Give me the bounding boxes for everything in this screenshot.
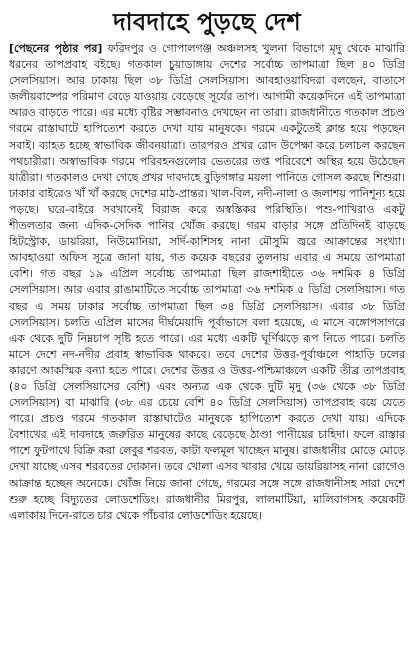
article-body-text: ফরিদপুর ও গোপালগঞ্জ অঞ্চলসহ খুলনা বিভাগে মৃদু থেকে মাঝারি ধরনের তাপপ্রবাহ বইছে। গতকাল চুয়াডাঙ্গায় দেশের সর্বোচ্চ তাপমাত্রা ছিল ৪০ ডিগ্রি সেলসিয়াস। আর ঢাকায় ছিল ৩৮ ডিগ্রি সেলসিয়াস। আবহাওয়াবিদরা বলছেন, বাতাসে জলীয়বাষ্পের পরিমাণ বেড়ে যাওয়ায় বেড়েছে সূর্যের তাপ। আগামী কয়েকদিনে এই তাপমাত্রা আরও বাড়তে পারে। এর মধ্যে বৃষ্টির সম্ভাবনাও দেখছেন না তারা। রাজধানীতে গতকাল প্রচণ্ড গরমে রাস্তাঘাটে হাপিত্যেশ করতে দেখা যায় মানুষকে। গরমে একটুতেই ক্লান্ত হয়ে পড়ছেন সবাই। ব্যাহত হচ্ছে স্বাভাবিক জীবনযাত্রা। তারপরও প্রখর রোদ উপেক্ষা করে চলাচল করছেন পথচারীরা। অস্বাভাবিক গরমে পরিবহনগুলোর ভেতরের তপ্ত পরিবেশে অস্থির হয়ে উঠেছেন যাত্রীরা। গতকালও দেখা গেছে প্রখর দাবদাহে বুড়িগঙ্গার ময়লা পানিতে গোসল করছে শিশুরা। ঢাকার বাইরেও খাঁ খাঁ করছে দেশের মাঠ-প্রান্তর। খাল-বিল, নদী-নালা ও জলাশয় পানিশূন্য হয়ে পড়ছে। ঘরে-বাইরে সবখানেই বিরাজ করে অস্বস্তিকর পরিস্থিতি। পশু-পাখিরাও একটু শীতলতার জন্য এদিক-সেদিক পানির খোঁজ করছে। গরম বাড়ার সঙ্গে প্রতিদিনই বাড়ছে হিটস্ট্রোক, ডায়রিয়া, নিউমোনিয়া, সর্দি-কাশিসহ নানা মৌসুমি জ্বরে আক্রান্তের সংখ্যা। আবহাওয়া অফিস সূত্রে জানা যায়, গত কয়েক বছরের তুলনায় এবার এ সময়ে তাপমাত্রা বেশি। গত বছর ১৯ এপ্রিল সর্বোচ্চ তাপমাত্রা ছিল রাজশাহীতে ৩৬ দশমিক ৪ ডিগ্রি সেলসিয়াস। আর এবার রাঙামাটিতে সর্বোচ্চ তাপমাত্রা ৩৬ দশমিক ৫ ডিগ্রি সেলসিয়াস। গত বছর এ সময় ঢাকার সর্বোচ্চ তাপমাত্রা ছিল ৩৪ ডিগ্রি সেলসিয়াস। এবার ৩৮ ডিগ্রি সেলসিয়াস। চলতি এপ্রিল মাসের দীর্ঘমেয়াদি পূর্বাভাসে বলা হয়েছে, এ মাসে বঙ্গোপসাগরে এক থেকে দুটি নিম্নচাপ সৃষ্টি হতে পারে। এর মধ্যে একটি ঘূর্ণিঝড়ে রূপ নিতে পারে। চলতি মাসে দেশে নদ-নদীর প্রবাহ স্বাভাবিক থাকবে। তবে দেশের উত্তর-পূর্বাঞ্চলে পাহাড়ি ঢলের কারণে আকস্মিক বন্যা হতে পারে। দেশের উত্তর ও উত্তর-পশ্চিমাঞ্চলে একটি তীব্র তাপপ্রবাহ (৪০ ডিগ্রি সেলসিয়াসের বেশি) এবং অন্যত্র এক থেকে দুটি মৃদু (৩৬ থেকে ৩৮ ডিগ্রি সেলসিয়াস) বা মাঝারি (৩৮ এর চেয়ে বেশি ৪০ ডিগ্রি সেলসিয়াস) তাপপ্রবাহ বয়ে যেতে পারে। প্রচণ্ড গরমে গতকাল রাস্তাঘাটেও মানুষকে হাপিত্যেশ করতে দেখা যায়। এদিকে বৈশাখের এই দাবদাহে জরুরিত মানুষের কাছে বেড়েছে ঠাণ্ডা পানীয়ের চাহিদা। ফলে রাস্তার পাশে ফুটপাথে বিক্রি করা লেবুর শরবত, কাটা ফলমূল খাচ্ছেন মানুষ। রাজধানীর মোড়ে মোড়ে দেখা যাচ্ছে এসব শরবতের দোকান। তবে খোলা এসব খাবার খেয়ে ডায়রিয়াসহ নানা রোগেও আক্রান্ত হচ্ছেন অনেকে। খোঁজ নিয়ে জানা গেছে, গরমের সঙ্গে সঙ্গে রাজধানীসহ সারা দেশে শুরু হচ্ছে বিদ্যুতের লোডশেডিং। রাজধানীর মিরপুর, লালমাটিয়া, মালিবাগসহ কয়েকটি এলাকায় দিনে-রাতে চার থেকে পাঁচবার লোডশেডিং হয়েছে। xyxy=(9,42,405,522)
article-body xyxy=(9,41,405,524)
continuation-label: [পেছনের পৃষ্ঠার পর] xyxy=(9,42,103,55)
article-headline: দাবদাহে পুড়ছে দেশ xyxy=(113,8,301,36)
